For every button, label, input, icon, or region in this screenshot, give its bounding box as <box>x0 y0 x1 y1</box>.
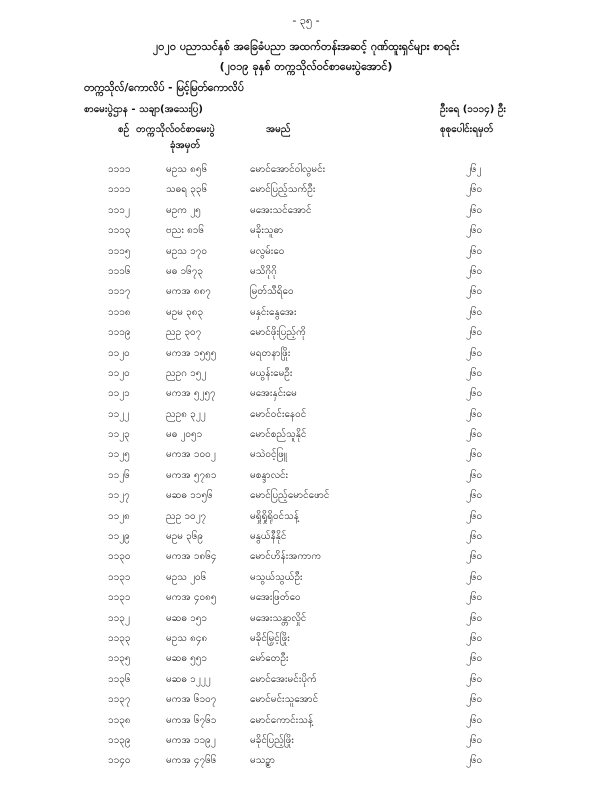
row-number: ၁၁၁၆ <box>108 265 131 277</box>
row-number: ၁၁၂၃ <box>108 429 130 441</box>
student-name: မခိုင်မြှင့်ဖြိုး <box>250 632 290 644</box>
total-score: ၂၆၀ <box>466 469 483 481</box>
registration-number: မဆဓ ၁၂၂၂ <box>166 673 211 685</box>
row-number: ၁၁၂၉ <box>108 531 130 543</box>
total-score: ၂၆၀ <box>466 673 483 685</box>
total-score: ၂၆၀ <box>466 347 483 359</box>
registration-number: ညဥ ၃၀၇ <box>166 327 202 339</box>
table-row <box>0 547 612 567</box>
table-row <box>0 344 612 364</box>
registration-number: ညဥ၈ ၃၂၂ <box>166 408 206 420</box>
registration-number: ဗညး ၈၁၆ <box>166 225 205 237</box>
row-number: ၁၁၁၅ <box>108 245 131 257</box>
row-number: ၁၁၁၉ <box>108 327 131 339</box>
results-list <box>0 160 612 772</box>
row-number: ၁၁၃၅ <box>108 653 131 665</box>
table-row <box>0 262 612 282</box>
table-row <box>0 180 612 200</box>
table-row <box>0 364 612 384</box>
total-score: ၂၆၀ <box>466 592 483 604</box>
table-row <box>0 649 612 669</box>
student-name: မောင်အေးမင်းပိုက် <box>250 673 317 685</box>
total-score: ၂၆၀ <box>466 571 483 583</box>
student-name: မောင်ဟိန်းအကာက <box>250 551 322 563</box>
registration-number: ညဥ ၁၀၂၇ <box>166 510 207 522</box>
column-header-registration-sub: ခုံအမှတ် <box>170 140 201 151</box>
registration-number: မကအ ၆၇၆၁ <box>166 714 217 726</box>
registration-number: မကအ ၆၁၀၇ <box>166 694 217 706</box>
student-name: မခိုးသူဓာ <box>250 225 284 237</box>
document-subtitle: (၂၀၁၉ ခုနှစ် တက္ကသိုလ်ဝင်စာမေးပွဲအောင်) <box>219 60 393 73</box>
row-number: ၁၁၃၇ <box>108 694 131 706</box>
total-score: ၂၆၀ <box>466 490 483 502</box>
registration-number: မကအ ၅၇၈၁ <box>166 469 217 481</box>
registration-number: မကအ ၅၂၅၇ <box>166 388 216 400</box>
total-score: ၂၆၀ <box>466 367 483 379</box>
total-score: ၂၆၀ <box>466 632 483 644</box>
row-number: ၁၁၁၈ <box>108 306 131 318</box>
table-row <box>0 588 612 608</box>
student-name: မရှိုရှိုရိုဝင်သန့် <box>250 510 299 522</box>
registration-number: မဓ ၂၀၅၁ <box>166 429 203 441</box>
student-name: မောင်မင်းသူအောင် <box>250 694 319 706</box>
registration-number: မဥသ ၁၇၀ <box>166 245 207 257</box>
registration-number: မဆဓ ၅၅၁ <box>166 653 208 665</box>
table-row <box>0 731 612 751</box>
row-number: ၁၁၁၁ <box>108 164 131 175</box>
row-number: ၁၁၂၂ <box>108 408 130 420</box>
total-score: ၂၆၀ <box>466 408 483 420</box>
exam-center-heading: စာမေးပွဲဌာန - သချာ(အသေးပြ) <box>84 104 204 115</box>
student-name: မနွယ်နီနိုင် <box>250 531 287 543</box>
registration-number: မကအ ၁၅၅၅ <box>166 347 217 359</box>
column-header-score: စုစုပေါင်းရမှတ် <box>440 124 494 135</box>
registration-number: မဥမ ၃၆၉ <box>166 531 204 543</box>
table-row <box>0 527 612 547</box>
row-number: ၁၁၂၀ <box>108 347 130 359</box>
table-row <box>0 201 612 221</box>
student-name: မြတ်သီရိဝေ <box>250 286 294 298</box>
student-name: မောင်ကောင်းသန့် <box>250 714 314 726</box>
student-name: မောင်ပြည့်မောင်ဖောင် <box>250 490 330 502</box>
student-name: မယွန်းမေဦး <box>250 367 293 379</box>
table-row <box>0 711 612 731</box>
registration-number: မကအ ၁၀၀၂ <box>166 449 216 461</box>
table-row <box>0 323 612 343</box>
registration-number: မကအ ၄၇၆၆ <box>166 755 217 767</box>
registration-number: မဥသ ၂၀၆ <box>166 571 207 583</box>
row-number: ၁၁၃၈ <box>108 714 131 726</box>
total-score: ၂၆၀ <box>466 286 483 298</box>
table-row <box>0 405 612 425</box>
row-number: ၁၁၂၅ <box>108 449 130 461</box>
student-name: မအေးသန္တာလှိုင် <box>250 612 307 624</box>
total-score: ၂၆၀ <box>466 510 483 522</box>
row-number: ၁၁၂၁ <box>108 388 130 400</box>
table-row <box>0 221 612 241</box>
total-score: ၂၆၀ <box>466 714 483 726</box>
row-number: ၁၁၂၀ <box>108 367 130 379</box>
student-name: မော်တေဦး <box>250 653 289 665</box>
total-score: ၂၆၀ <box>466 306 483 318</box>
student-name: မသိဂိုဂို <box>250 265 277 277</box>
student-name: မစန္ဒာလင်း <box>250 469 289 481</box>
registration-number: မဆဓ ၁၅၁ <box>166 612 208 624</box>
total-score: ၂၆၀ <box>466 734 483 746</box>
row-number: ၁၁၃၁ <box>108 592 131 604</box>
total-score: ၂၆၀ <box>466 204 483 216</box>
row-number: ၁၁၁၁ <box>108 184 131 196</box>
table-row <box>0 629 612 649</box>
registration-number: မကအ ၁၁၉၂ <box>166 734 216 746</box>
row-number: ၁၁၁၂ <box>108 204 130 216</box>
table-row <box>0 486 612 506</box>
student-name: မရတနာဖြိုး <box>250 347 291 359</box>
table-row <box>0 568 612 588</box>
column-header-registration: တက္ကသိုလ်ဝင်စာမေးပွဲ <box>136 124 215 135</box>
student-name: မနှင်းနွေအေး <box>250 306 297 318</box>
total-score: ၂၆၀ <box>466 429 483 441</box>
total-score: ၂၆၀ <box>466 531 483 543</box>
table-row <box>0 670 612 690</box>
column-header-name: အမည် <box>266 124 291 135</box>
total-score: ၂၆၀ <box>466 449 483 461</box>
student-name: မသွယ်သွယ်ဦး <box>250 571 303 583</box>
row-number: ၁၁၁၇ <box>108 286 131 298</box>
registration-number: မကအ ၁၈၆၄ <box>166 551 217 563</box>
total-score: ၂၆၀ <box>466 551 483 563</box>
row-number: ၁၁၂၆ <box>108 469 130 481</box>
table-row <box>0 751 612 771</box>
total-count-heading: ဦးရေ (၁၁၁၄) ဦး <box>440 104 506 115</box>
row-number: ၁၁၃၁ <box>108 571 131 583</box>
total-score: ၂၆၀ <box>466 245 483 257</box>
total-score: ၂၆၀ <box>466 653 483 665</box>
registration-number: မဥမ ၃၈၃ <box>166 306 204 318</box>
table-row <box>0 384 612 404</box>
registration-number: မဆဓ ၁၁၅၆ <box>166 490 213 502</box>
student-name: မောင်ပြည့်သက်ဦး <box>250 184 316 196</box>
table-row <box>0 160 612 180</box>
total-score: ၂၆၀ <box>466 327 483 339</box>
student-name: မအေးနှင်းမေ <box>250 388 297 400</box>
table-row <box>0 445 612 465</box>
row-number: ၁၁၁၃ <box>108 225 131 237</box>
registration-number: မဥသ ၈၄၈ <box>166 632 208 644</box>
student-name: မောင်စည်သူနိုင် <box>250 429 307 441</box>
student-name: မသဥ္စာ <box>250 755 276 767</box>
column-header-number: စဉ် <box>118 124 130 135</box>
table-row <box>0 507 612 527</box>
university-heading: တက္ကသိုလ်/ကောလိပ် - မြင့်မြတ်ကောလိပ် <box>84 82 244 94</box>
total-score: ၂၆၀ <box>466 265 483 277</box>
table-row <box>0 609 612 629</box>
registration-number: မကအ ၄၀၈၅ <box>166 592 217 604</box>
row-number: ၁၁၃၆ <box>108 673 131 685</box>
registration-number: မဓ ၁၆၇၃ <box>166 265 204 277</box>
table-row <box>0 466 612 486</box>
row-number: ၁၁၃၂ <box>108 612 130 624</box>
table-row <box>0 303 612 323</box>
row-number: ၁၁၂၇ <box>108 490 130 502</box>
registration-number: မကအ ၈၈၇ <box>166 286 211 298</box>
student-name: မအေးဖြတ်ဝေ <box>250 592 301 604</box>
student-name: မသဲဝင့်ဖြူ <box>250 449 287 461</box>
total-score: ၂၆၂ <box>466 164 482 175</box>
table-row <box>0 690 612 710</box>
document-title: ၂၀၂၀ ပညာသင်နှစ် အခြေခံပညာ အထက်တန်းအဆင့် ဂုဏ်ထူးရှင်များ စာရင်း <box>152 40 460 53</box>
total-score: ၂၆၀ <box>466 388 483 400</box>
registration-number: မဥက ၂၅ <box>166 204 201 216</box>
row-number: ၁၁၄၀ <box>108 755 131 767</box>
registration-number: သဓရ ၃၃၆ <box>166 184 208 196</box>
total-score: ၂၆၀ <box>466 184 483 196</box>
row-number: ၁၁၃၃ <box>108 632 131 644</box>
total-score: ၂၆၀ <box>466 225 483 237</box>
table-row <box>0 425 612 445</box>
total-score: ၂၆၀ <box>466 755 483 767</box>
student-name: မောင်ဖိုးပြည့်ကို <box>250 327 306 339</box>
student-name: မောင်ဝင်းနေဝင် <box>250 408 307 420</box>
row-number: ၁၁၃၉ <box>108 734 131 746</box>
row-number: ၁၁၃၀ <box>108 551 131 563</box>
student-name: မခိုင်ပြည့်ဖြိုး <box>250 734 294 746</box>
student-name: မောင်အောင်ဝါလွမင်း <box>250 164 326 175</box>
registration-number: မဥသ ၈၅၆ <box>166 164 208 175</box>
registration-number: ညဥဂ ၁၅၂ <box>166 367 207 379</box>
total-score: ၂၆၀ <box>466 612 483 624</box>
page-number: - ၃၅ - <box>292 14 320 27</box>
student-name: မလွမ်းဝေ <box>250 245 285 257</box>
table-row <box>0 282 612 302</box>
table-row <box>0 242 612 262</box>
student-name: မအေးသင်အောင် <box>250 204 312 216</box>
total-score: ၂၆၀ <box>466 694 483 706</box>
row-number: ၁၁၂၈ <box>108 510 130 522</box>
